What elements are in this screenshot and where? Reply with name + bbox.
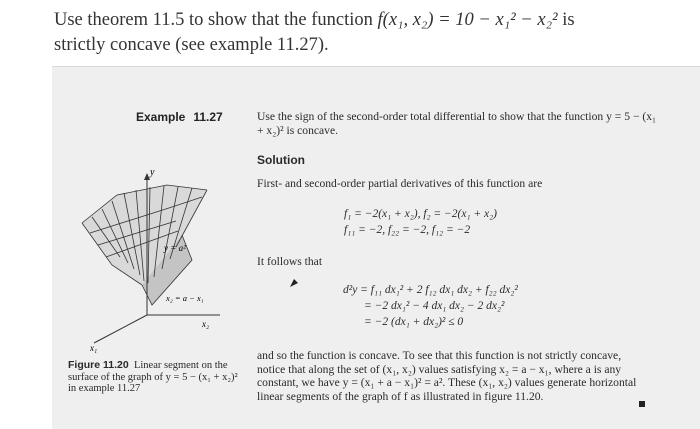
question-line-1 (54, 8, 688, 33)
plane-label: y = a² (164, 243, 186, 253)
solution-heading: Solution (257, 153, 305, 167)
question-line-2: strictly concave (see example 11.27). (54, 35, 329, 55)
figure-caption (68, 360, 238, 395)
end-of-proof-icon (639, 401, 645, 407)
d2y-line-2: = −2 dx₁² − 4 dx₁ dx₂ − 2 dx₂² (364, 300, 505, 312)
d2y-line-3: = −2 (dx₁ + dx₂)² ≤ 0 (364, 316, 464, 328)
figure-caption-label: Figure 11.20 (68, 359, 129, 371)
second-order-partials: f₁₁ = −2, f₂₂ = −2, f₁₂ = −2 (344, 224, 471, 236)
conclusion-text: and so the function is concave. To see that this function is not strictly concave, notice that along the set of (x₁, x₂) values satisfying x₂ = a − x₁, where a is any constant, we have y = (x₁ + a − x₁)² = a². These (x₁, x₂) values generate horizontal linear segments of the graph of f as illustrated in figure 11.20. (257, 349, 637, 403)
figure-caption-text: Linear segment on the surface of the graph of y = 5 − (x₁ + x₂)² in example 11.27 (68, 360, 238, 394)
question-function: f(x₁, x₂) = 10 − x₁² − x₂² (377, 10, 558, 30)
axis-label-y: y (150, 167, 155, 178)
d2y-line-1: d²y = f₁₁ dx₁² + 2 f₁₂ dx₁ dx₂ + f₂₂ dx₂² (343, 284, 518, 296)
mouse-cursor-icon (289, 275, 299, 293)
question-text (0, 0, 700, 66)
example-label-word: Example (136, 110, 186, 124)
axis-label-x1: x₁ (90, 343, 98, 353)
first-order-partials: f₁ = −2(x₁ + x₂), f₂ = −2(x₁ + x₂) (344, 208, 497, 220)
partials-intro: First- and second-order partial derivatives of this function are (257, 177, 543, 190)
textbook-excerpt (52, 67, 700, 429)
example-statement: Use the sign of the second-order total differential to show that the function y = 5 − (x₁ + x₂)² is concave. (257, 110, 657, 137)
example-label (136, 110, 223, 124)
line-label: x₂ = a − x₁ (166, 293, 204, 303)
example-number: 11.27 (193, 110, 223, 124)
question-suffix: is (562, 10, 575, 30)
it-follows-text: It follows that (257, 255, 323, 268)
question-prefix: Use theorem 11.5 to show that the function (54, 10, 373, 30)
figure-11-20 (72, 165, 232, 355)
axis-label-x2: x₂ (202, 319, 210, 329)
